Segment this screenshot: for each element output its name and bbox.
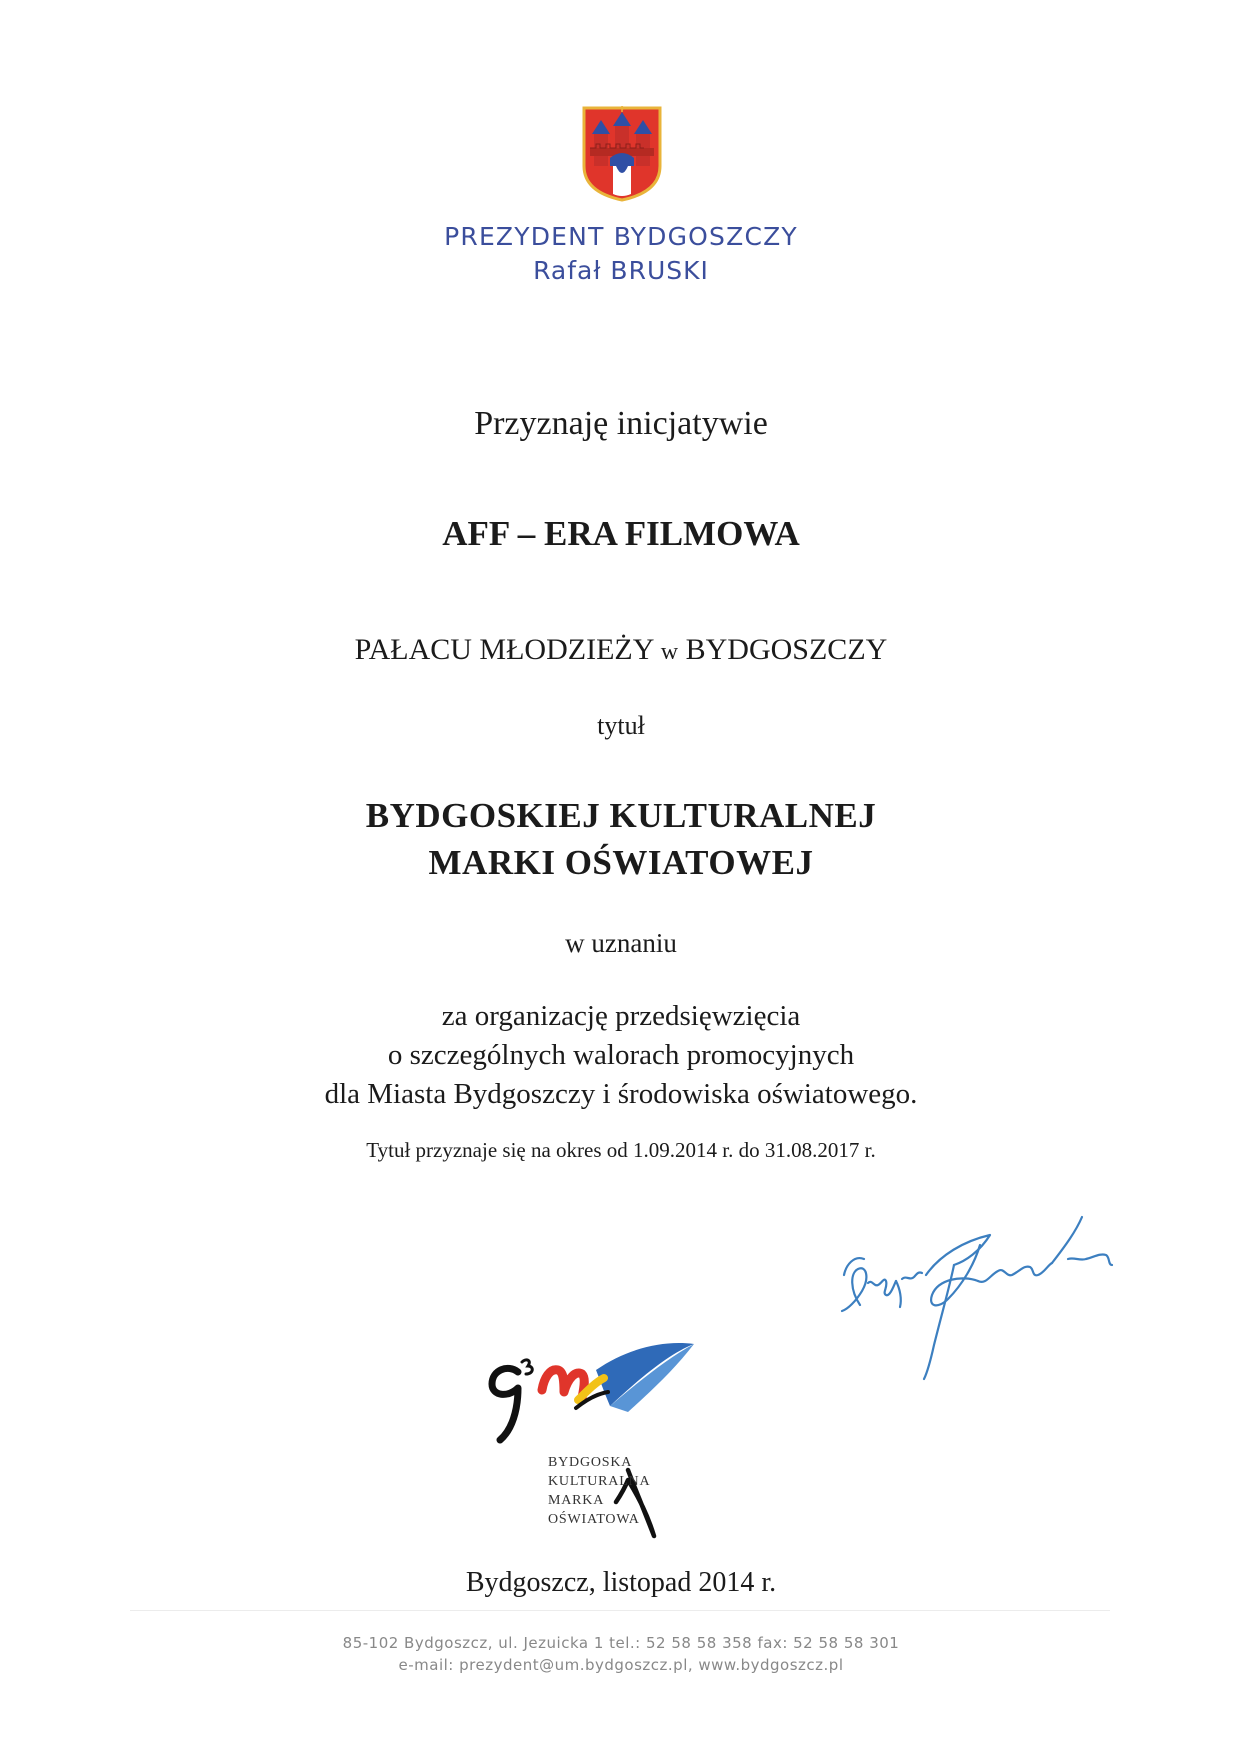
footer-address: 85-102 Bydgoszcz, ul. Jezuicka 1 tel.: 52 58 58 358 fax: 52 58 58 301	[342, 1634, 900, 1652]
logo-text-line: KULTURALNA	[548, 1474, 651, 1489]
title-word: tytuł	[597, 711, 645, 740]
footer-contact: e-mail: prezydent@um.bydgoszcz.pl, www.bydgoszcz.pl	[398, 1656, 844, 1674]
award-title-line-2: MARKI OŚWIATOWEJ	[428, 843, 814, 882]
award-title-line-1: BYDGOSKIEJ KULTURALNEJ	[365, 796, 877, 835]
footer-divider	[130, 1610, 1110, 1611]
award-period: Tytuł przyznaje się na okres od 1.09.2014 r. do 31.08.2017 r.	[366, 1138, 876, 1162]
handwritten-signature	[830, 1195, 1150, 1395]
bkmo-logo	[478, 1330, 778, 1570]
issuer-title: PREZYDENT BYDGOSZCZY	[444, 222, 798, 251]
reason-line-1: za organizację przedsięwzięcia	[441, 1000, 801, 1032]
bkmo-logo-text	[548, 1453, 650, 1529]
award-intro: Przyznaję inicjatywie	[474, 405, 768, 442]
issuer-name: Rafał BRUSKI	[533, 256, 709, 285]
institution-preposition: w	[660, 639, 679, 665]
reason-line-3: dla Miasta Bydgoszczy i środowiska oświatowego.	[324, 1078, 918, 1110]
logo-text-line: MARKA	[548, 1493, 605, 1508]
city-coat-of-arms-icon	[580, 104, 664, 202]
logo-text-line: BYDGOSKA	[548, 1455, 633, 1470]
institution-part2: BYDGOSZCZY	[685, 633, 888, 666]
institution-part1: PAŁACU MŁODZIEŻY	[354, 633, 654, 666]
institution-name	[0, 633, 1242, 667]
place-and-date: Bydgoszcz, listopad 2014 r.	[465, 1567, 777, 1598]
recognition-text: w uznaniu	[565, 928, 677, 958]
logo-text-line: OŚWIATOWA	[548, 1512, 640, 1527]
reason-line-2: o szczególnych walorach promocyjnych	[387, 1039, 855, 1071]
initiative-name: AFF – ERA FILMOWA	[442, 514, 800, 553]
